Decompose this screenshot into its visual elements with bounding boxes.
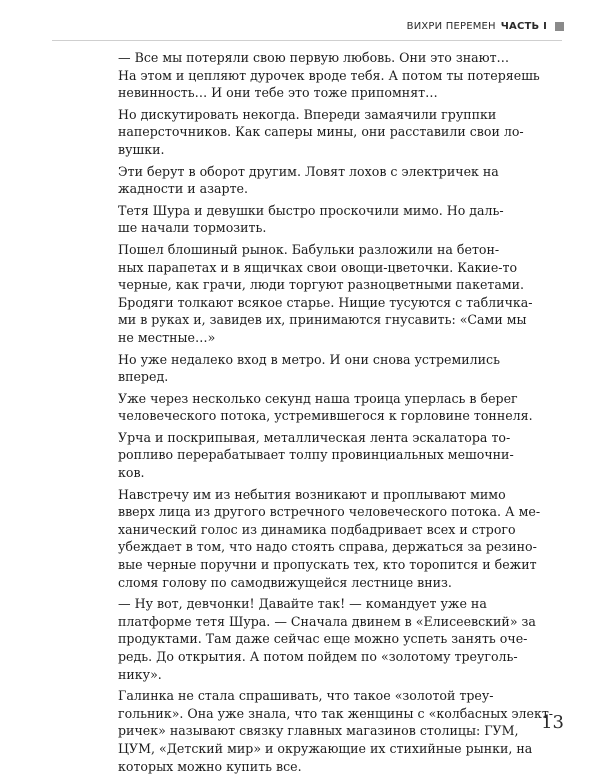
paragraph (82, 163, 522, 198)
page-number: 13 (541, 712, 564, 733)
text-line: ЦУМ, «Детский мир» и окружающие их стихийные рынки, на (118, 740, 533, 756)
text-line: редь. До открытия. А потом пойдем по «золотому треуголь- (118, 649, 518, 664)
text-line: платформе тетя Шура. — Сначала двинем в «Елисеевский» за (118, 613, 536, 629)
text-line: Пошел блошиный рынок. Бабульки разложили на бетон- (118, 241, 500, 257)
paragraph (82, 106, 522, 159)
text-line: Но уже недалеко вход в метро. И они снова устремились (118, 351, 500, 367)
text-line: вперед. (118, 369, 169, 385)
text-line: которых можно купить все. (118, 758, 302, 774)
text-line: ричек» называют связку главных магазинов столицы: ГУМ, (118, 723, 519, 739)
part-label: ЧАСТЬ I (500, 21, 547, 32)
text-line: Урча и поскрипывая, металлическая лента эскалатора то- (118, 429, 511, 445)
text-line: наперсточников. Как саперы мины, они расставили свои ло- (118, 124, 524, 140)
paragraph (82, 241, 533, 347)
text-line: ных парапетах и в ящичках свои овощи-цветочки. Какие-то (118, 259, 518, 275)
text-line: убеждает в том, что надо стоять справа, держаться за резино- (118, 539, 537, 555)
text-line: не местные…» (118, 329, 216, 345)
paragraph (82, 595, 536, 683)
text-line: человеческого потока, устремившегося к горловине тоннеля. (118, 408, 533, 424)
header-square-ornament (555, 22, 564, 31)
text-line: Бродяги толкают всякое старье. Нищие тусуются с табличка- (118, 294, 533, 310)
text-line: Галинка не стала спрашивать, что такое «золотой треу- (118, 688, 494, 704)
text-line: черные, как грачи, люди торгуют разноцветными пакетами. (118, 277, 525, 293)
text-line: Но дискутировать некогда. Впереди замаячили группки (118, 106, 497, 122)
paragraph (82, 351, 522, 386)
header-rule (52, 40, 562, 41)
paragraph (82, 486, 541, 592)
paragraph (82, 390, 533, 425)
text-line: Тетя Шура и девушки быстро проскочили мимо. Но даль- (118, 202, 504, 218)
text-line: Навстречу им из небытия возникают и проплывают мимо (118, 486, 506, 502)
running-head (407, 21, 564, 32)
paragraph (82, 49, 540, 102)
book-title: ВИХРИ ПЕРЕМЕН (406, 21, 496, 32)
text-line: жадности и азарте. (118, 181, 249, 197)
text-line: гольник». Она уже знала, что так женщины с «колбасных элект- (118, 705, 554, 721)
paragraph (82, 429, 522, 482)
text-line: Эти берут в оборот другим. Ловят лохов с электричек на (118, 163, 499, 179)
text-line: нику». (118, 666, 162, 682)
text-line: ков. (118, 465, 145, 481)
text-line: На этом и цепляют дурочек вроде тебя. А потом ты потеряешь (118, 67, 540, 83)
text-line: вверх лица из другого встречного человеческого потока. А ме- (118, 504, 541, 520)
text-line: — Все мы потеряли свою первую любовь. Они это знают… (118, 50, 510, 65)
text-line: ми в руках и, завидев их, принимаются гнусавить: «Сами мы (118, 312, 527, 328)
paragraph (82, 202, 522, 237)
text-line: ше начали тормозить. (118, 220, 267, 236)
text-line: — Ну вот, девчонки! Давайте так! — командует уже на (118, 596, 487, 612)
text-line: вушки. (118, 141, 165, 157)
text-line: невинность… И они тебе это тоже припомнят… (118, 85, 438, 101)
text-line: ропливо перерабатывает толпу провинциальных мешочни- (118, 447, 514, 463)
text-line: продуктами. Там даже сейчас еще можно успеть занять оче- (118, 631, 528, 647)
text-line: сломя голову по самодвижущейся лестнице вниз. (118, 574, 452, 590)
text-line: ханический голос из динамика подбадривает всех и строго (118, 521, 516, 537)
text-line: Уже через несколько секунд наша троица уперлась в берег (118, 390, 518, 406)
text-line: вые черные поручни и пропускать тех, кто торопится и бежит (118, 557, 537, 573)
